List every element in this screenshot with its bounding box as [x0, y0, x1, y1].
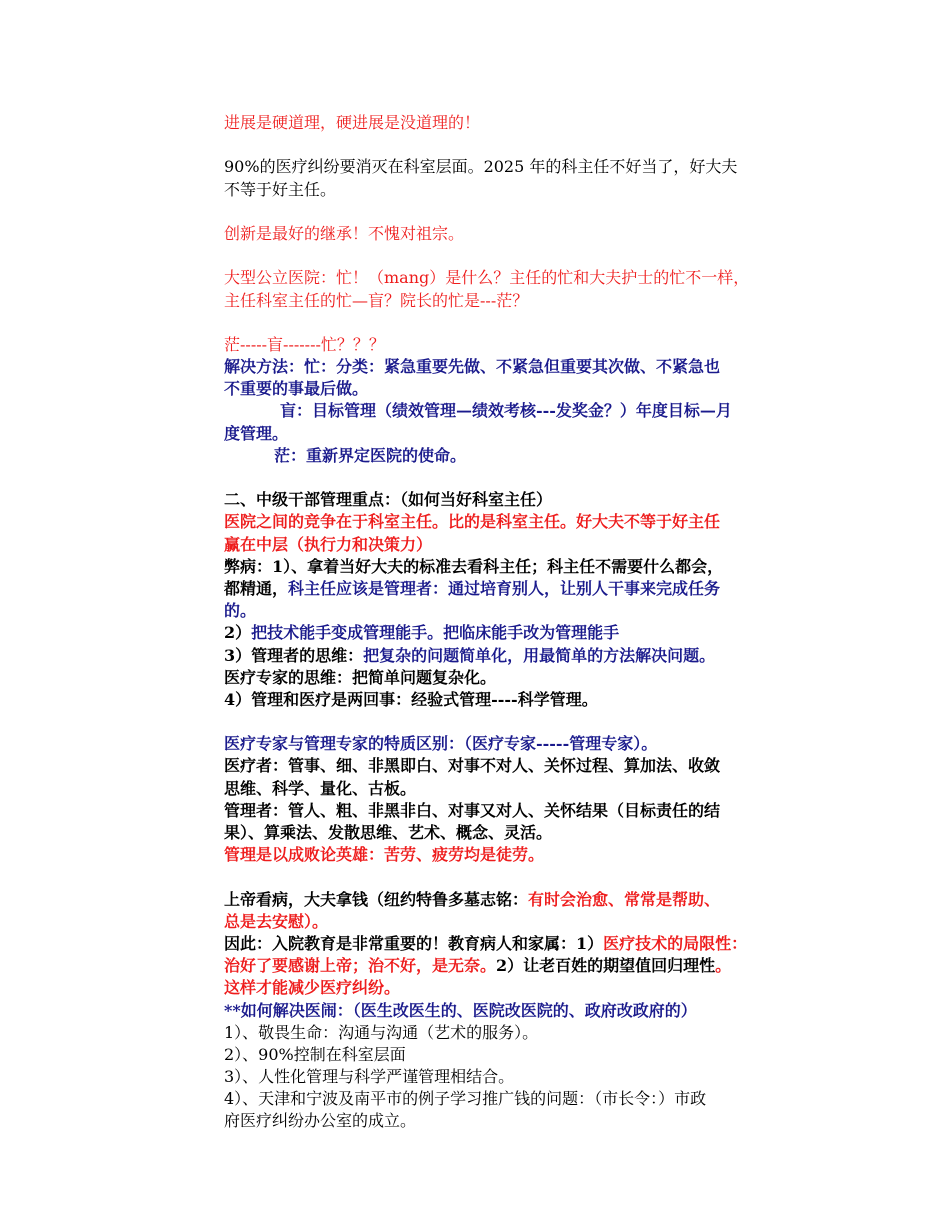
section-2-line-3: 弊病：1）、拿着当好大夫的标准去看科主任；科主任不需要什么都会， [224, 556, 724, 576]
paragraph-busy-line-2: 主任科室主任的忙—盲？院长的忙是---茫？ [224, 290, 529, 310]
section-3-doctor-line-2: 思维、科学、量化、古板。 [224, 778, 417, 798]
paragraph-disputes-line-1: 90%的医疗纠纷要消灭在科室层面。2025 年的科主任不好当了，好大夫 [224, 157, 738, 177]
paragraph-mang-chain: 茫-----盲-------忙？？？ [224, 334, 385, 354]
list-item-4-line-2: 府医疗纠纷办公室的成立。 [224, 1111, 417, 1131]
list-item-4-line-1: 4）、天津和宁波及南平市的例子学习推广钱的问题：（市长令：）市政 [224, 1089, 707, 1109]
document-body [224, 112, 824, 1133]
solution-line-2: 不重要的事最后做。 [224, 379, 369, 399]
paragraph-disputes-line-2: 不等于好主任。 [224, 179, 337, 199]
section-3-red-line: 管理是以成败论英雄：苦劳、疲劳均是徒劳。 [224, 845, 545, 865]
section-2-line-7: 3）管理者的思维：把复杂的问题简单化，用最简单的方法解决问题。 [224, 645, 716, 665]
section-2-line-5: 的。 [224, 601, 257, 621]
section-4-line-2: 总是去安慰）。 [224, 911, 329, 931]
section-4-line-1: 上帝看病，大夫拿钱（纽约特鲁多墓志铭：有时会治愈、常常是帮助、 [224, 889, 721, 909]
section-2-line-6: 2）把技术能手变成管理能手。把临床能手改为管理能手 [224, 623, 620, 643]
section-3-manager-line-1: 管理者：管人、粗、非黑非白、对事又对人、关怀结果（目标责任的结 [224, 800, 721, 820]
section-4-line-3: 因此：入院教育是非常重要的！教育病人和家属：1）医疗技术的局限性： [224, 933, 748, 953]
solution-line-5: 茫：重新界定医院的使命。 [274, 445, 467, 465]
list-item-3: 3）、人性化管理与科学严谨管理相结合。 [224, 1067, 515, 1087]
paragraph-busy-line-1: 大型公立医院：忙！（mang）是什么？主任的忙和大夫护士的忙不一样， [224, 268, 750, 288]
section-2-heading: 二、中级干部管理重点：（如何当好科室主任） [224, 490, 553, 510]
paragraph-innovation: 创新是最好的继承！不愧对祖宗。 [224, 223, 465, 243]
list-item-2: 2）、90%控制在科室层面 [224, 1044, 406, 1064]
section-2-red-line-2: 赢在中层（执行力和决策力） [224, 534, 433, 554]
solution-line-1: 解决方法：忙：分类：紧急重要先做、不紧急但重要其次做、不紧急也 [224, 357, 721, 377]
paragraph-progress: 进展是硬道理，硬进展是没道理的！ [224, 113, 481, 132]
section-2-line-8: 医疗专家的思维：把简单问题复杂化。 [224, 667, 497, 687]
section-3-doctor-line-1: 医疗者：管事、细、非黑即白、对事不对人、关怀过程、算加法、收敛 [224, 756, 721, 776]
list-item-1: 1）、敬畏生命：沟通与沟通（艺术的服务）。 [224, 1022, 539, 1042]
section-4-line-5: 这样才能减少医疗纠纷。 [224, 978, 401, 998]
section-2-line-9: 4）管理和医疗是两回事：经验式管理----科学管理。 [224, 689, 598, 709]
section-4-line-6: **如何解决医闹：（医生改医生的、医院改医院的、政府改政府的） [224, 1000, 697, 1020]
section-2-red-line-1: 医院之间的竞争在于科室主任。比的是科室主任。好大夫不等于好主任 [224, 512, 721, 532]
solution-line-3: 盲：目标管理（绩效管理—绩效考核---发奖金？）年度目标—月 [280, 401, 732, 421]
solution-line-4: 度管理。 [224, 423, 289, 443]
section-3-manager-line-2: 果）、算乘法、发散思维、艺术、概念、灵活。 [224, 823, 553, 842]
section-4-line-4: 治好了要感谢上帝；治不好，是无奈。2）让老百姓的期望值回归理性。 [224, 956, 732, 976]
section-2-line-4: 都精通，科主任应该是管理者：通过培育别人，让别人干事来完成任务 [224, 578, 721, 598]
section-3-heading: 医疗专家与管理专家的特质区别：（医疗专家-----管理专家）。 [224, 734, 658, 754]
